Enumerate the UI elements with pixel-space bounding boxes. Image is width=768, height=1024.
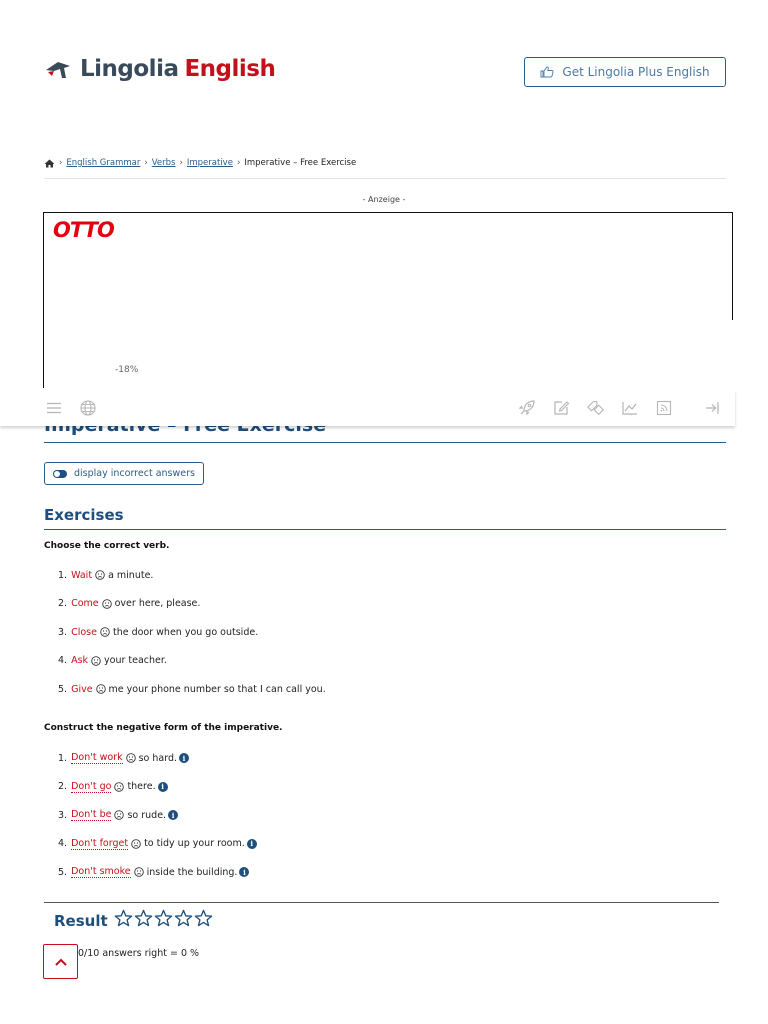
sad-face-icon <box>91 656 101 666</box>
globe-icon[interactable] <box>78 398 98 418</box>
breadcrumb-english-grammar[interactable]: English Grammar <box>66 158 141 168</box>
info-icon[interactable]: i <box>158 782 168 792</box>
sad-face-icon <box>126 753 136 763</box>
item-number: 1. <box>58 752 68 764</box>
list-item <box>58 590 326 619</box>
answer-text[interactable]: Don't smoke <box>71 866 131 878</box>
answer-text[interactable]: Don't be <box>71 809 112 821</box>
section-title: Exercises <box>44 506 124 524</box>
exercise2-instruction: Construct the negative form of the imperative. <box>44 723 283 733</box>
thumbs-up-icon <box>540 66 554 78</box>
logo-icon <box>44 58 72 80</box>
logo-language: English <box>184 56 276 82</box>
answer-text[interactable]: Ask <box>71 655 89 667</box>
list-item <box>58 675 326 704</box>
logo-name: Lingolia <box>80 56 179 82</box>
feed-icon[interactable] <box>654 398 674 418</box>
sentence-rest: so rude. <box>127 809 167 821</box>
rocket-icon[interactable] <box>517 398 537 418</box>
sentence-rest: over here, please. <box>114 598 201 610</box>
breadcrumb-separator: › <box>236 158 241 168</box>
sad-face-icon <box>100 627 110 637</box>
get-plus-button[interactable] <box>524 57 726 87</box>
star-outline-icon <box>114 909 133 927</box>
breadcrumb-separator: › <box>59 158 63 168</box>
sentence-rest: your teacher. <box>104 655 167 667</box>
item-number: 2. <box>58 781 68 793</box>
rating-stars <box>114 909 213 927</box>
sad-face-icon <box>114 782 124 792</box>
exercise2-list <box>58 744 257 887</box>
item-number: 3. <box>58 626 68 638</box>
sentence-rest: so hard. <box>138 752 177 764</box>
otto-logo[interactable]: OTTO <box>53 218 114 242</box>
item-number: 5. <box>58 683 68 695</box>
section-divider <box>44 529 726 530</box>
result-title: Result <box>54 912 108 930</box>
sad-face-icon <box>95 570 105 580</box>
info-icon[interactable]: i <box>179 753 189 763</box>
item-number: 4. <box>58 655 68 667</box>
star-outline-icon <box>154 909 173 927</box>
info-icon[interactable]: i <box>239 867 249 877</box>
list-item <box>58 801 257 830</box>
breadcrumb-separator: › <box>144 158 148 168</box>
toggle-switch-icon <box>53 470 67 478</box>
scroll-to-top-button[interactable] <box>43 944 78 979</box>
get-plus-label: Get Lingolia Plus English <box>562 65 710 79</box>
breadcrumb-current: Imperative – Free Exercise <box>244 158 357 168</box>
sad-face-icon <box>134 867 144 877</box>
login-icon[interactable] <box>703 398 723 418</box>
star-outline-icon <box>194 909 213 927</box>
exercise1-instruction: Choose the correct verb. <box>44 541 170 551</box>
site-logo[interactable] <box>44 56 275 82</box>
sticky-toolbar <box>0 390 735 426</box>
logo-text <box>80 56 275 82</box>
answer-text[interactable]: Close <box>71 626 97 638</box>
breadcrumb-separator: › <box>179 158 183 168</box>
sentence-rest: there. <box>127 781 156 793</box>
breadcrumb <box>44 158 356 168</box>
breadcrumb-verbs[interactable]: Verbs <box>151 158 176 168</box>
answer-text[interactable]: Don't work <box>71 752 123 764</box>
edit-icon[interactable] <box>551 398 571 418</box>
sad-face-icon <box>96 684 106 694</box>
ad-banner[interactable] <box>43 212 733 388</box>
star-outline-icon <box>174 909 193 927</box>
item-number: 5. <box>58 866 68 878</box>
home-icon[interactable] <box>44 159 55 168</box>
chevron-up-icon <box>54 957 68 967</box>
list-item <box>58 744 257 773</box>
title-divider <box>44 442 726 443</box>
score-text: 0/10 answers right = 0 % <box>78 948 200 959</box>
sentence-rest: the door when you go outside. <box>112 626 259 638</box>
star-outline-icon <box>134 909 153 927</box>
sentence-rest: to tidy up your room. <box>144 838 245 850</box>
list-item <box>58 830 257 859</box>
chart-icon[interactable] <box>620 398 640 418</box>
site-header <box>0 0 768 140</box>
sentence-rest: me your phone number so that I can call you. <box>108 683 326 695</box>
tags-icon[interactable] <box>586 398 606 418</box>
breadcrumb-imperative[interactable]: Imperative <box>186 158 233 168</box>
menu-icon[interactable] <box>44 398 64 418</box>
list-item <box>58 618 326 647</box>
answer-text[interactable]: Come <box>71 598 99 610</box>
result-divider <box>44 902 719 903</box>
ad-discount: -18% <box>115 365 139 375</box>
answer-text[interactable]: Wait <box>71 569 93 581</box>
info-icon[interactable]: i <box>168 810 178 820</box>
answer-text[interactable]: Give <box>71 683 93 695</box>
item-number: 1. <box>58 569 68 581</box>
toggle-label: display incorrect answers <box>74 468 195 479</box>
list-item <box>58 773 257 802</box>
sad-face-icon <box>114 810 124 820</box>
item-number: 3. <box>58 809 68 821</box>
item-number: 2. <box>58 598 68 610</box>
display-incorrect-toggle[interactable] <box>44 462 204 485</box>
item-number: 4. <box>58 838 68 850</box>
ad-label: - Anzeige - <box>362 195 406 204</box>
answer-text[interactable]: Don't forget <box>71 837 129 849</box>
sentence-rest: a minute. <box>108 569 154 581</box>
list-item <box>58 647 326 676</box>
list-item <box>58 561 326 590</box>
sad-face-icon <box>131 839 141 849</box>
info-icon[interactable]: i <box>247 839 257 849</box>
answer-text[interactable]: Don't go <box>71 780 112 792</box>
divider <box>44 178 726 179</box>
list-item <box>58 858 257 887</box>
sentence-rest: inside the building. <box>146 866 238 878</box>
exercise1-list <box>58 561 326 704</box>
sad-face-icon <box>102 599 112 609</box>
